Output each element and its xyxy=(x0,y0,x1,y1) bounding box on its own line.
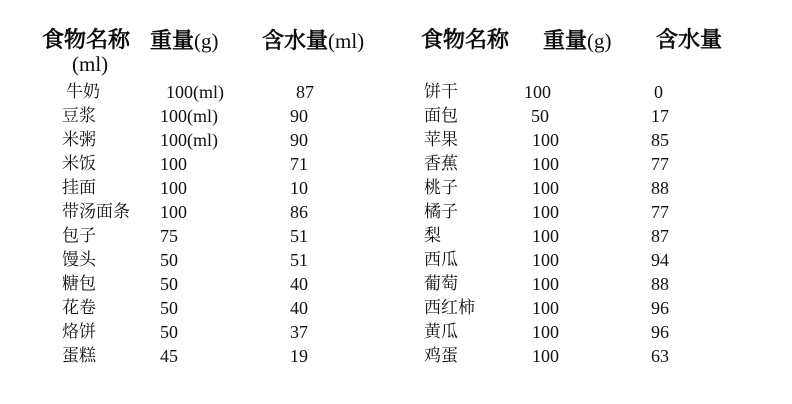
weight-cell: 50 xyxy=(531,106,549,126)
left-header-weight: 重量(g) xyxy=(150,29,219,54)
food-name-cell: 黄瓜 xyxy=(424,322,458,342)
food-name-cell: 面包 xyxy=(424,106,458,126)
weight-cell: 100 xyxy=(532,226,559,246)
food-name-cell: 带汤面条 xyxy=(62,202,130,222)
water-cell: 51 xyxy=(290,226,308,246)
water-cell: 71 xyxy=(290,154,308,174)
food-name-cell: 烙饼 xyxy=(62,322,96,342)
food-name-cell: 桃子 xyxy=(424,178,458,198)
water-cell: 96 xyxy=(651,322,669,342)
weight-cell: 50 xyxy=(160,298,178,318)
water-cell: 19 xyxy=(290,346,308,366)
food-name-cell: 豆浆 xyxy=(62,106,96,126)
weight-cell: 100 xyxy=(160,202,187,222)
weight-cell: 50 xyxy=(160,250,178,270)
weight-cell: 100 xyxy=(524,82,551,102)
food-name-cell: 西红柿 xyxy=(424,298,475,318)
water-cell: 86 xyxy=(290,202,308,222)
food-name-cell: 香蕉 xyxy=(424,154,458,174)
weight-cell: 100 xyxy=(532,130,559,150)
water-cell: 90 xyxy=(290,106,308,126)
right-header-weight: 重量(g) xyxy=(543,29,612,54)
weight-cell: 100 xyxy=(532,274,559,294)
water-cell: 85 xyxy=(651,130,669,150)
weight-cell: 100 xyxy=(532,250,559,270)
food-name-cell: 鸡蛋 xyxy=(424,346,458,366)
weight-cell: 75 xyxy=(160,226,178,246)
food-name-cell: 蛋糕 xyxy=(62,346,96,366)
weight-cell: 100 xyxy=(532,202,559,222)
weight-cell: 50 xyxy=(160,322,178,342)
right-header-food-name: 食物名称 xyxy=(421,28,510,53)
water-cell: 77 xyxy=(651,154,669,174)
left-header-food-name: 食物名称 xyxy=(42,28,131,53)
food-name-cell: 葡萄 xyxy=(424,274,458,294)
weight-cell: 100 xyxy=(532,178,559,198)
food-name-cell: 橘子 xyxy=(424,202,458,222)
left-header-water: 含水量(ml) xyxy=(262,29,365,54)
water-cell: 88 xyxy=(651,274,669,294)
food-name-cell: 苹果 xyxy=(424,130,458,150)
food-name-cell: 西瓜 xyxy=(424,250,458,270)
water-cell: 10 xyxy=(290,178,308,198)
weight-cell: 100 xyxy=(532,154,559,174)
water-cell: 87 xyxy=(296,82,314,102)
water-cell: 94 xyxy=(651,250,669,270)
water-cell: 40 xyxy=(290,274,308,294)
weight-cell: 100 xyxy=(160,178,187,198)
water-cell: 96 xyxy=(651,298,669,318)
water-cell: 37 xyxy=(290,322,308,342)
water-cell: 17 xyxy=(651,106,669,126)
food-name-cell: 梨 xyxy=(424,226,441,246)
water-cell: 87 xyxy=(651,226,669,246)
weight-cell: 45 xyxy=(160,346,178,366)
food-name-cell: 米粥 xyxy=(62,130,96,150)
weight-cell: 100(ml) xyxy=(160,130,218,150)
water-cell: 88 xyxy=(651,178,669,198)
food-name-cell: 挂面 xyxy=(62,178,96,198)
weight-cell: 100 xyxy=(532,322,559,342)
food-name-cell: 牛奶 xyxy=(66,82,100,102)
water-cell: 51 xyxy=(290,250,308,270)
food-name-cell: 馒头 xyxy=(62,250,96,270)
water-cell: 40 xyxy=(290,298,308,318)
weight-cell: 100 xyxy=(532,298,559,318)
food-name-cell: 包子 xyxy=(62,226,96,246)
right-header-water: 含水量 xyxy=(656,28,723,53)
water-cell: 77 xyxy=(651,202,669,222)
water-cell: 90 xyxy=(290,130,308,150)
weight-cell: 50 xyxy=(160,274,178,294)
food-name-cell: 米饭 xyxy=(62,154,96,174)
food-name-cell: 花卷 xyxy=(62,298,96,318)
left-header-water-unit-line2: (ml) xyxy=(72,52,109,76)
food-name-cell: 饼干 xyxy=(424,82,458,102)
weight-cell: 100 xyxy=(160,154,187,174)
water-cell: 63 xyxy=(651,346,669,366)
weight-cell: 100 xyxy=(532,346,559,366)
water-cell: 0 xyxy=(654,82,663,102)
weight-cell: 100(ml) xyxy=(160,106,218,126)
food-name-cell: 糖包 xyxy=(62,274,96,294)
weight-cell: 100(ml) xyxy=(166,82,224,102)
